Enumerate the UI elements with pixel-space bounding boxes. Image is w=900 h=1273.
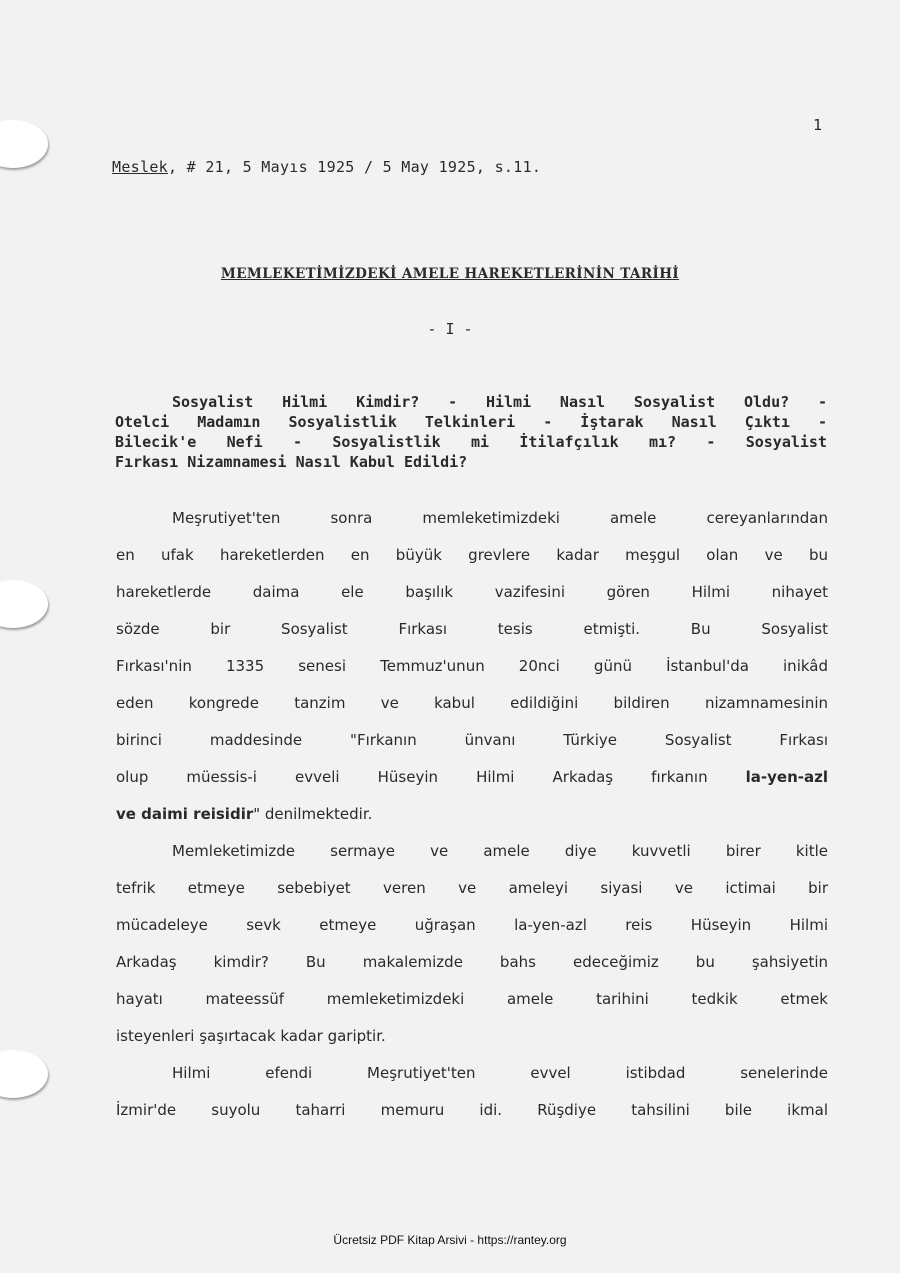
body-line: birinci maddesinde "Fırkanın ünvanı Türkiye Sosyalist Fırkası bbox=[116, 731, 828, 749]
body-line: Fırkası'nin 1335 senesi Temmuz'unun 20nci günü İstanbul'da inikâd bbox=[116, 657, 828, 675]
summary-line: Sosyalist Hilmi Kimdir? - Hilmi Nasıl Sosyalist Oldu? - bbox=[172, 393, 827, 411]
body-text: " denilmektedir. bbox=[253, 805, 373, 823]
body-line: eden kongrede tanzim ve kabul edildiğini bildiren nizamnamesinin bbox=[116, 694, 828, 712]
body-text: olup müessis-i evveli Hüseyin Hilmi Arkadaş fırkanın bbox=[116, 768, 708, 786]
body-line: hareketlerde daima ele başılık vazifesini gören Hilmi nihayet bbox=[116, 583, 828, 601]
citation-details: , # 21, 5 Mayıs 1925 / 5 May 1925, s.11. bbox=[168, 158, 542, 176]
footer-text: Ücretsiz PDF Kitap Arsivi - https://rantey.org bbox=[333, 1233, 567, 1247]
body-bold-text: la-yen-azl bbox=[745, 768, 828, 786]
citation bbox=[112, 158, 541, 176]
summary-line: Bilecik'e Nefi - Sosyalistlik mi İtilafçılık mı? - Sosyalist bbox=[115, 433, 827, 451]
summary-line: Fırkası Nizamnamesi Nasıl Kabul Edildi? bbox=[115, 453, 468, 471]
page-number: 1 bbox=[812, 116, 822, 134]
body-line: mücadeleye sevk etmeye uğraşan la-yen-azl reis Hüseyin Hilmi bbox=[116, 916, 828, 934]
punch-hole bbox=[0, 120, 48, 168]
article-summary bbox=[115, 392, 827, 472]
body-line bbox=[116, 759, 828, 796]
body-line: Hilmi efendi Meşrutiyet'ten evvel istibdad senelerinde bbox=[172, 1064, 828, 1082]
body-line: en ufak hareketlerden en büyük grevlere kadar meşgul olan ve bu bbox=[116, 546, 828, 564]
punch-hole bbox=[0, 1050, 48, 1098]
article-body bbox=[116, 500, 828, 1129]
body-bold-text: ve daimi reisidir bbox=[116, 805, 254, 823]
body-line: sözde bir Sosyalist Fırkası tesis etmişti. Bu Sosyalist bbox=[116, 620, 828, 638]
article-title: MEMLEKETİMİZDEKİ AMELE HAREKETLERİNİN TARİHİ bbox=[220, 266, 680, 282]
body-line: isteyenleri şaşırtacak kadar gariptir. bbox=[116, 1027, 386, 1045]
punch-hole bbox=[0, 580, 48, 628]
summary-line: Otelci Madamın Sosyalistlik Telkinleri - İştarak Nasıl Çıktı - bbox=[115, 413, 827, 431]
body-line: hayatı mateessüf memleketimizdeki amele tarihini tedkik etmek bbox=[116, 990, 828, 1008]
body-line: Memleketimizde sermaye ve amele diye kuvvetli birer kitle bbox=[172, 842, 828, 860]
body-line: tefrik etmeye sebebiyet veren ve ameleyi siyasi ve ictimai bir bbox=[116, 879, 828, 897]
citation-journal: Meslek bbox=[112, 158, 168, 176]
body-line: Arkadaş kimdir? Bu makalemizde bahs edeceğimiz bu şahsiyetin bbox=[116, 953, 828, 971]
body-line: Meşrutiyet'ten sonra memleketimizdeki amele cereyanlarından bbox=[172, 509, 828, 527]
part-number: - I - bbox=[427, 320, 473, 338]
body-line bbox=[116, 796, 828, 833]
body-line: İzmir'de suyolu taharri memuru idi. Rüşdiye tahsilini bile ikmal bbox=[116, 1101, 828, 1119]
